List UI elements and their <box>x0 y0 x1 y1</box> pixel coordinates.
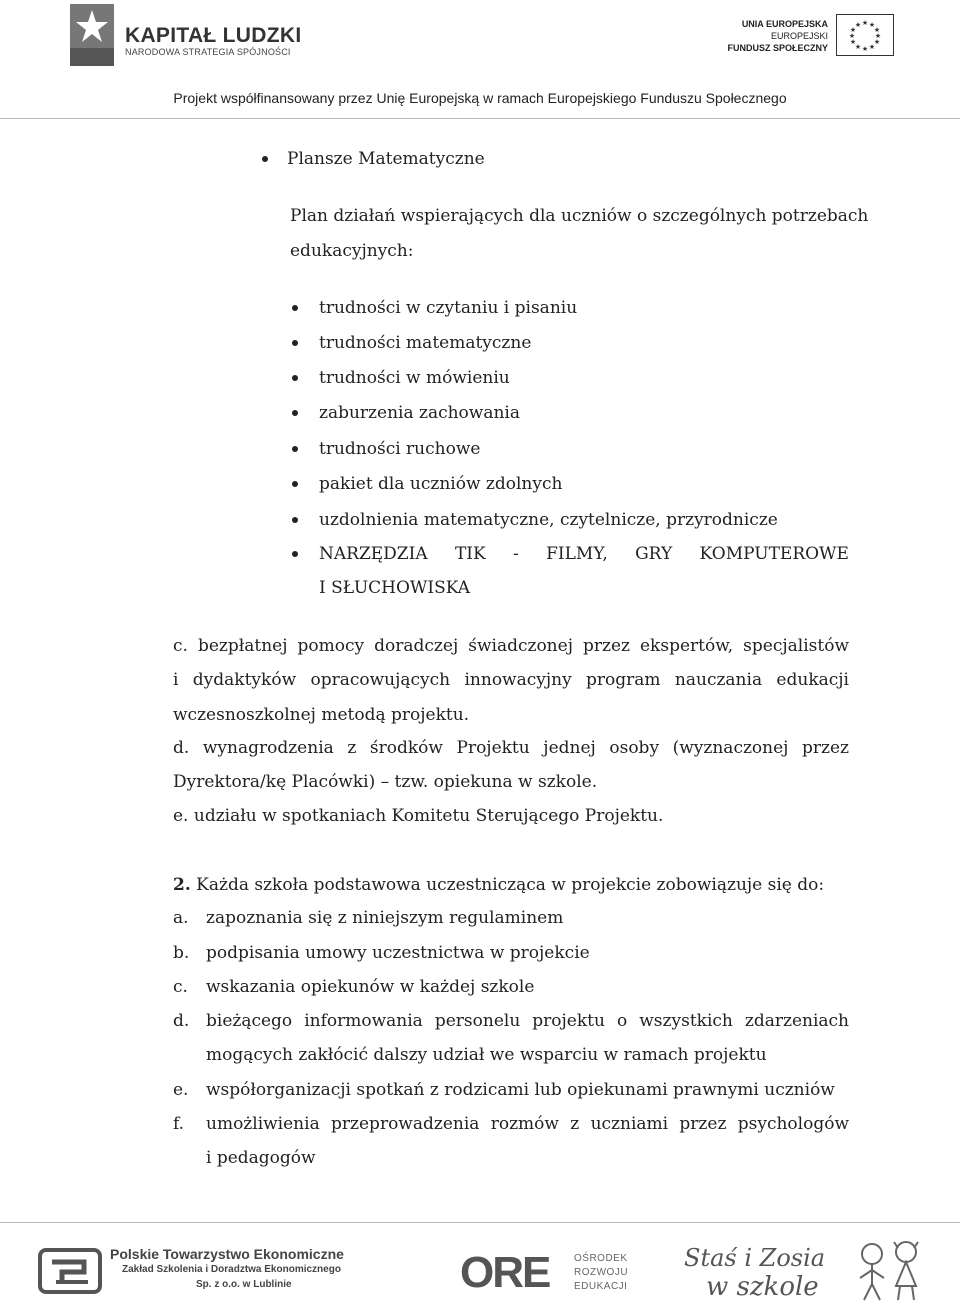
kapital-ludzki-subtitle: NARODOWA STRATEGIA SPÓJNOŚCI <box>125 47 291 57</box>
svg-text:★: ★ <box>874 32 882 40</box>
svg-text:★: ★ <box>868 43 876 51</box>
svg-text:★: ★ <box>854 21 862 29</box>
item-text-continued: i pedagogów <box>206 1148 316 1168</box>
pte-logo-icon <box>38 1248 102 1294</box>
ue-line-1: UNIA EUROPEJSKA <box>741 19 828 29</box>
paragraph-d-line-1: d. wynagrodzenia z środków Projektu jednej osoby (wyznaczonej przez <box>173 738 849 758</box>
svg-text:★: ★ <box>849 38 857 46</box>
ue-text-block <box>727 18 828 54</box>
svg-text:★: ★ <box>848 32 856 40</box>
plan-line-2: edukacyjnych: <box>290 241 414 261</box>
bullet-icon <box>292 410 298 416</box>
item-letter: c. <box>173 977 188 997</box>
ore-word: ROZWOJU <box>574 1267 629 1278</box>
kapital-ludzki-logo-icon <box>70 4 114 66</box>
bullet-item: zaburzenia zachowania <box>319 403 520 423</box>
svg-text:★: ★ <box>861 19 869 27</box>
item-letter: f. <box>173 1114 185 1134</box>
ore-word: OŚRODEK <box>574 1253 628 1264</box>
item-text: bieżącego informowania personelu projektu o wszystkich zdarzeniach <box>206 1011 849 1031</box>
svg-text:★: ★ <box>868 21 876 29</box>
bullet-icon <box>262 156 268 162</box>
narzedzia-word: KOMPUTEROWE <box>699 544 849 564</box>
children-drawing-icon <box>842 1238 932 1304</box>
ue-line-2: EUROPEJSKI <box>770 31 828 41</box>
stas-zosia-logo-line-1: Staś i Zosia <box>684 1244 826 1272</box>
ue-line-3: FUNDUSZ SPOŁECZNY <box>727 43 828 53</box>
page-header <box>0 0 960 120</box>
item-text-continued: mogących zakłócić dalszy udział we wsparciu w ramach projektu <box>206 1045 767 1065</box>
item-text: wskazania opiekunów w każdej szkole <box>206 977 535 997</box>
eu-flag-icon <box>836 14 894 56</box>
item-text: umożliwienia przeprowadzenia rozmów z uczniami przez psychologów <box>206 1114 849 1134</box>
item-text: podpisania umowy uczestnictwa w projekcie <box>206 943 590 963</box>
item-letter: e. <box>173 1080 189 1100</box>
plan-line-1: Plan działań wspierających dla uczniów o szczególnych potrzebach <box>290 206 869 226</box>
section-2-heading <box>173 874 824 896</box>
bullet-item: uzdolnienia matematyczne, czytelnicze, przyrodnicze <box>319 510 778 530</box>
ore-word: EDUKACJI <box>574 1281 628 1292</box>
item-letter: a. <box>173 908 189 928</box>
bullet-icon <box>292 375 298 381</box>
paragraph-c-line-1: c. bezpłatnej pomocy doradczej świadczonej przez ekspertów, specjalistów <box>173 636 849 656</box>
bullet-icon <box>292 305 298 311</box>
svg-text:★: ★ <box>873 26 881 34</box>
bullet-item: pakiet dla uczniów zdolnych <box>319 474 563 494</box>
item-letter: b. <box>173 943 190 963</box>
svg-text:★: ★ <box>873 38 881 46</box>
narzedzia-word: NARZĘDZIA <box>319 544 428 564</box>
bullet-icon <box>292 481 298 487</box>
header-caption: Projekt współfinansowany przez Unię Europejską w ramach Europejskiego Funduszu Społecznego <box>173 90 787 106</box>
top-bullet-text: Plansze Matematyczne <box>287 149 485 169</box>
paragraph-d-line-2: Dyrektora/kę Placówki) – tzw. opiekuna w szkole. <box>173 772 598 792</box>
ore-logo: ORE <box>460 1248 550 1297</box>
narzedzia-word: GRY <box>635 544 673 564</box>
paragraph-c-line-2: i dydaktyków opracowujących innowacyjny program nauczania edukacji <box>173 670 849 690</box>
kapital-ludzki-title: KAPITAŁ LUDZKI <box>125 24 302 47</box>
narzedzia-word: TIK <box>454 544 486 564</box>
item-text: współorganizacji spotkań z rodzicami lub opiekunami prawnymi uczniów <box>206 1080 835 1100</box>
narzedzia-word: FILMY, <box>546 544 608 564</box>
narzedzia-line-1 <box>319 543 849 565</box>
pte-location: Sp. z o.o. w Lublinie <box>196 1279 292 1290</box>
bullet-item: trudności matematyczne <box>319 333 532 353</box>
svg-text:★: ★ <box>854 43 862 51</box>
footer-divider <box>0 1222 960 1223</box>
paragraph-e: e. udziału w spotkaniach Komitetu Sterującego Projektu. <box>173 806 664 826</box>
bullet-icon <box>292 446 298 452</box>
bullet-icon <box>292 551 298 557</box>
header-divider <box>0 118 960 119</box>
paragraph-c-line-3: wczesnoszkolnej metodą projektu. <box>173 705 470 725</box>
svg-text:★: ★ <box>849 26 857 34</box>
section-2-text: Każda szkoła podstawowa uczestnicząca w projekcie zobowiązuje się do: <box>190 875 825 895</box>
bullet-item: trudności w czytaniu i pisaniu <box>319 298 578 318</box>
item-text: zapoznania się z niniejszym regulaminem <box>206 908 564 928</box>
bullet-item: trudności w mówieniu <box>319 368 510 388</box>
ore-words <box>574 1252 628 1294</box>
item-letter: d. <box>173 1011 190 1031</box>
section-2-number: 2. <box>173 875 191 895</box>
bullet-icon <box>292 517 298 523</box>
bullet-item: trudności ruchowe <box>319 439 481 459</box>
svg-text:★: ★ <box>861 45 869 53</box>
pte-unit: Zakład Szkolenia i Doradztwa Ekonomicznego <box>122 1264 341 1275</box>
pte-name: Polskie Towarzystwo Ekonomiczne <box>110 1246 344 1262</box>
narzedzia-line-2: I SŁUCHOWISKA <box>319 578 471 598</box>
stas-zosia-logo-line-2: w szkole <box>706 1272 819 1302</box>
narzedzia-word: - <box>513 544 519 564</box>
bullet-icon <box>292 340 298 346</box>
